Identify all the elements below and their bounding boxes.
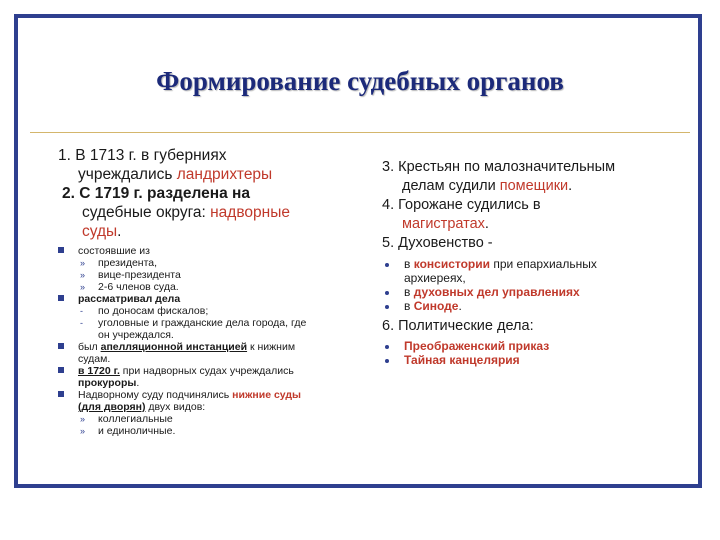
nadvornye-term: надворные [210,204,290,221]
square-bullet-icon [58,295,64,301]
prosecutors-term: прокуроры [78,377,137,389]
sub-item-text: по доносам фискалов; [98,305,209,317]
point-3-line-a: 3. Крестьян по малозначительным [382,159,616,175]
preobrazhensky-prikaz: Преображенский приказ [404,339,550,353]
clergy-item-text: в [404,299,414,313]
sub-item-text: 2-6 членов суда. [98,281,179,293]
bullet-text: Надворному суду подчинялись [78,389,233,401]
bullet-appeal-cont [58,353,348,365]
sub-item-text: президента, [98,257,158,269]
clergy-item [382,257,682,271]
point-6-text: 6. Политические дела: [382,318,534,334]
chevron-marker-icon: » [80,282,86,292]
bullet-text: был [78,341,101,353]
point-2 [62,184,348,241]
point-2-end: . [117,223,122,240]
square-bullet-icon [58,367,64,373]
slide-title: Формирование судебных органов [156,66,564,96]
dot-bullet-icon [385,345,389,349]
sub-item-text: и единоличные. [98,425,176,437]
sub-item-text: уголовные и гражданские дела города, где [98,317,307,329]
dot-bullet-icon [385,305,389,309]
for-nobles-term: (для дворян) [78,401,146,413]
point-1-line-a: 1. В 1713 г. в губерниях [58,147,227,164]
landlords-term: помещики [499,178,569,194]
sub-item [58,269,348,281]
sub-item-text: коллегиальные [98,413,173,425]
square-bullet-icon [58,343,64,349]
clergy-item [382,299,682,313]
chevron-marker-icon: » [80,258,86,268]
left-column [58,146,348,437]
title-divider [30,132,690,133]
bullet-text: состоявшие из [78,245,150,257]
year-1720: в 1720 г. [78,365,120,377]
chevron-marker-icon: » [80,414,86,424]
bullet-text: судам. [78,353,111,365]
spiritual-affairs-term: духовных дел управлениях [413,285,580,299]
consistory-term: консистории [413,257,491,271]
clergy-item-text: архиереях, [404,271,466,285]
point-3 [382,158,682,196]
square-bullet-icon [58,391,64,397]
point-3-line-b: делам судили [402,178,500,194]
clergy-item-cont [382,271,682,285]
sub-item [58,413,348,425]
secret-chancellery: Тайная канцелярия [404,353,520,367]
sub-item [58,281,348,293]
bullet-prosecutors-cont [58,377,348,389]
sub-item [58,257,348,269]
bullet-cases [58,293,348,305]
chevron-marker-icon: » [80,426,86,436]
political-item [382,353,682,367]
clergy-item-text: в [404,257,414,271]
point-3-end: . [568,178,573,194]
sub-item-text: вице-президента [98,269,181,281]
sub-item [58,329,348,341]
sudy-term: суды [82,223,118,240]
magistrates-term: магистратах [402,216,485,232]
point-5 [382,234,682,253]
sub-item [58,317,348,329]
clergy-item-text: в [404,285,414,299]
dot-bullet-icon [385,263,389,267]
point-4-line-a: 4. Горожане судились в [382,197,541,213]
sub-item [58,425,348,437]
point-2-line-b: судебные округа: [82,204,211,221]
clergy-item-text: . [458,299,462,313]
sub-item [58,305,348,317]
clergy-item [382,285,682,299]
bullet-text: при надворных судах учреждались [119,365,294,377]
landrichter-term: ландрихтеры [176,166,273,183]
chevron-marker-icon: » [80,270,86,280]
square-bullet-icon [58,247,64,253]
lower-courts-term: нижние суды [232,389,302,401]
bullet-text: двух видов: [145,401,206,413]
dot-bullet-icon [385,359,389,363]
dot-bullet-icon [385,291,389,295]
sub-item-text: он учреждался. [98,329,174,341]
dash-marker-icon: - [80,306,83,316]
dash-marker-icon: - [80,318,83,328]
bullet-prosecutors [58,365,348,377]
clergy-item-text: при епархиальных [490,257,597,271]
point-1 [58,146,348,184]
point-1-line-b: учреждались [78,166,177,183]
bullet-lower-courts [58,389,348,401]
bullet-text: к нижним [247,341,296,353]
bullet-appeal [58,341,348,353]
point-4-end: . [484,216,489,232]
bullet-composition [58,245,348,257]
appeal-instance-term: апелляционной инстанцией [100,341,248,353]
point-6 [382,317,682,336]
political-item [382,339,682,353]
right-column [382,158,682,367]
bullet-lower-courts-cont [58,401,348,413]
point-4 [382,196,682,234]
synod-term: Синоде [413,299,459,313]
point-2-line-a: 2. С 1719 г. разделена на [62,185,251,202]
bullet-text: рассматривал дела [78,293,181,305]
point-5-text: 5. Духовенство - [382,235,493,251]
bullet-text: . [136,377,140,389]
